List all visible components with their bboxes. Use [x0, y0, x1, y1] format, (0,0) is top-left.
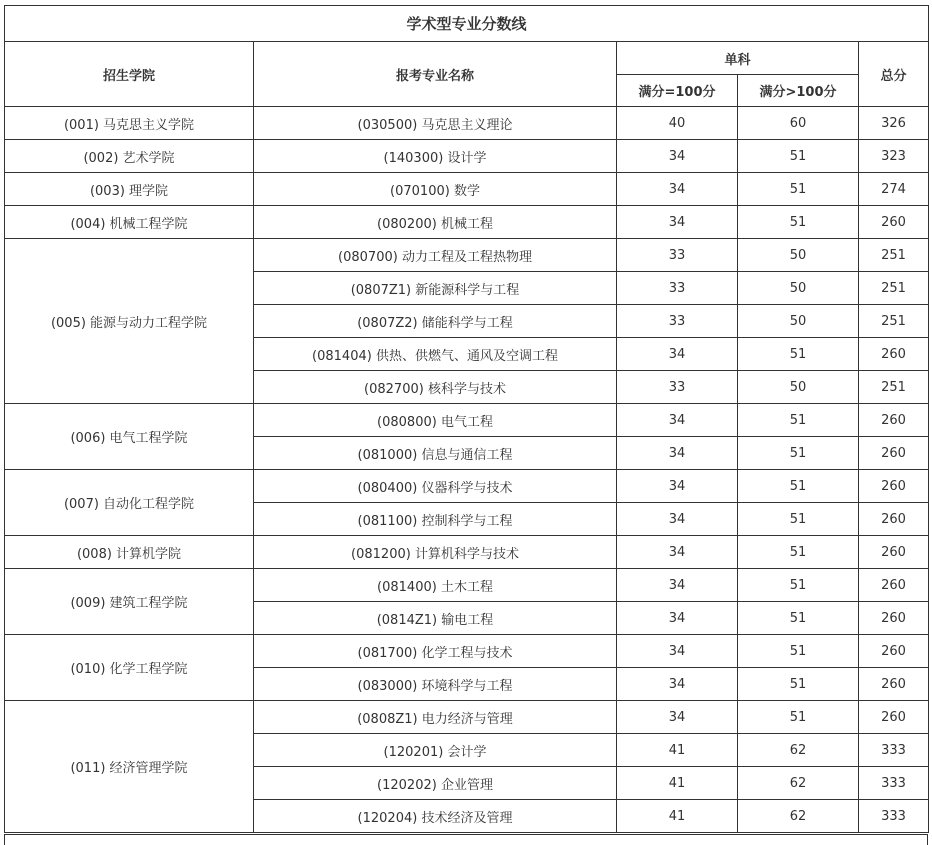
single-gt100-cell: 50 [738, 305, 859, 338]
table-continuation [4, 834, 928, 845]
college-cell: (010) 化学工程学院 [5, 635, 254, 701]
total-cell: 251 [859, 239, 929, 272]
single-100-cell: 33 [617, 305, 738, 338]
total-cell: 251 [859, 272, 929, 305]
table-title: 学术型专业分数线 [5, 6, 929, 42]
total-cell: 260 [859, 503, 929, 536]
single-gt100-cell: 60 [738, 107, 859, 140]
table-body [5, 107, 929, 833]
single-gt100-cell: 51 [738, 503, 859, 536]
total-cell: 260 [859, 437, 929, 470]
total-cell: 326 [859, 107, 929, 140]
single-100-cell: 34 [617, 668, 738, 701]
single-100-cell: 33 [617, 371, 738, 404]
single-100-cell: 34 [617, 140, 738, 173]
college-cell: (009) 建筑工程学院 [5, 569, 254, 635]
major-cell: (081404) 供热、供燃气、通风及空调工程 [254, 338, 617, 371]
single-gt100-cell: 51 [738, 140, 859, 173]
single-gt100-cell: 51 [738, 668, 859, 701]
major-cell: (082700) 核科学与技术 [254, 371, 617, 404]
total-cell: 260 [859, 569, 929, 602]
major-cell: (120201) 会计学 [254, 734, 617, 767]
single-100-cell: 41 [617, 734, 738, 767]
table-row [5, 206, 929, 239]
total-cell: 260 [859, 701, 929, 734]
college-cell: (004) 机械工程学院 [5, 206, 254, 239]
single-gt100-cell: 62 [738, 734, 859, 767]
major-cell: (0807Z2) 储能科学与工程 [254, 305, 617, 338]
table-row [5, 569, 929, 602]
single-100-cell: 34 [617, 602, 738, 635]
major-cell: (0808Z1) 电力经济与管理 [254, 701, 617, 734]
total-cell: 333 [859, 767, 929, 800]
single-100-cell: 34 [617, 404, 738, 437]
table-row [5, 173, 929, 206]
major-cell: (030500) 马克思主义理论 [254, 107, 617, 140]
single-100-cell: 34 [617, 173, 738, 206]
single-100-cell: 40 [617, 107, 738, 140]
single-gt100-cell: 62 [738, 767, 859, 800]
major-cell: (120204) 技术经济及管理 [254, 800, 617, 833]
major-cell: (0807Z1) 新能源科学与工程 [254, 272, 617, 305]
single-gt100-cell: 51 [738, 404, 859, 437]
single-100-cell: 41 [617, 800, 738, 833]
single-gt100-cell: 51 [738, 569, 859, 602]
total-cell: 260 [859, 536, 929, 569]
single-gt100-cell: 50 [738, 272, 859, 305]
major-cell: (0814Z1) 输电工程 [254, 602, 617, 635]
header-single: 单科 [617, 42, 859, 75]
major-cell: (081100) 控制科学与工程 [254, 503, 617, 536]
single-100-cell: 34 [617, 206, 738, 239]
major-cell: (120202) 企业管理 [254, 767, 617, 800]
single-100-cell: 34 [617, 437, 738, 470]
header-single-100: 满分=100分 [617, 75, 738, 107]
college-cell: (006) 电气工程学院 [5, 404, 254, 470]
single-gt100-cell: 51 [738, 536, 859, 569]
major-cell: (140300) 设计学 [254, 140, 617, 173]
table-row [5, 404, 929, 437]
single-100-cell: 34 [617, 635, 738, 668]
total-cell: 260 [859, 668, 929, 701]
single-gt100-cell: 51 [738, 338, 859, 371]
total-cell: 323 [859, 140, 929, 173]
college-cell: (007) 自动化工程学院 [5, 470, 254, 536]
single-gt100-cell: 51 [738, 173, 859, 206]
total-cell: 260 [859, 206, 929, 239]
major-cell: (080700) 动力工程及工程热物理 [254, 239, 617, 272]
total-cell: 260 [859, 602, 929, 635]
major-cell: (081700) 化学工程与技术 [254, 635, 617, 668]
single-100-cell: 34 [617, 503, 738, 536]
single-100-cell: 41 [617, 767, 738, 800]
single-gt100-cell: 50 [738, 371, 859, 404]
header-single-gt100: 满分>100分 [738, 75, 859, 107]
header-total: 总分 [859, 42, 929, 107]
single-gt100-cell: 62 [738, 800, 859, 833]
total-cell: 251 [859, 371, 929, 404]
table-row [5, 239, 929, 272]
header-major: 报考专业名称 [254, 42, 617, 107]
major-cell: (080200) 机械工程 [254, 206, 617, 239]
score-table [4, 5, 929, 833]
table-row [5, 536, 929, 569]
total-cell: 260 [859, 470, 929, 503]
major-cell: (081400) 土木工程 [254, 569, 617, 602]
total-cell: 260 [859, 404, 929, 437]
single-gt100-cell: 51 [738, 470, 859, 503]
single-100-cell: 34 [617, 338, 738, 371]
college-cell: (008) 计算机学院 [5, 536, 254, 569]
single-gt100-cell: 51 [738, 206, 859, 239]
major-cell: (070100) 数学 [254, 173, 617, 206]
total-cell: 333 [859, 800, 929, 833]
single-100-cell: 34 [617, 569, 738, 602]
table-row [5, 701, 929, 734]
college-cell: (001) 马克思主义学院 [5, 107, 254, 140]
college-cell: (011) 经济管理学院 [5, 701, 254, 833]
single-gt100-cell: 51 [738, 701, 859, 734]
single-100-cell: 33 [617, 239, 738, 272]
total-cell: 333 [859, 734, 929, 767]
single-gt100-cell: 51 [738, 635, 859, 668]
major-cell: (081000) 信息与通信工程 [254, 437, 617, 470]
table-row [5, 635, 929, 668]
single-100-cell: 33 [617, 272, 738, 305]
table-row [5, 470, 929, 503]
table-row [5, 107, 929, 140]
total-cell: 260 [859, 635, 929, 668]
total-cell: 260 [859, 338, 929, 371]
major-cell: (080800) 电气工程 [254, 404, 617, 437]
header-college: 招生学院 [5, 42, 254, 107]
single-100-cell: 34 [617, 701, 738, 734]
single-gt100-cell: 51 [738, 602, 859, 635]
major-cell: (083000) 环境科学与工程 [254, 668, 617, 701]
major-cell: (080400) 仪器科学与技术 [254, 470, 617, 503]
college-cell: (005) 能源与动力工程学院 [5, 239, 254, 404]
table-row [5, 140, 929, 173]
total-cell: 274 [859, 173, 929, 206]
total-cell: 251 [859, 305, 929, 338]
single-100-cell: 34 [617, 536, 738, 569]
single-gt100-cell: 50 [738, 239, 859, 272]
college-cell: (003) 理学院 [5, 173, 254, 206]
single-gt100-cell: 51 [738, 437, 859, 470]
college-cell: (002) 艺术学院 [5, 140, 254, 173]
single-100-cell: 34 [617, 470, 738, 503]
major-cell: (081200) 计算机科学与技术 [254, 536, 617, 569]
